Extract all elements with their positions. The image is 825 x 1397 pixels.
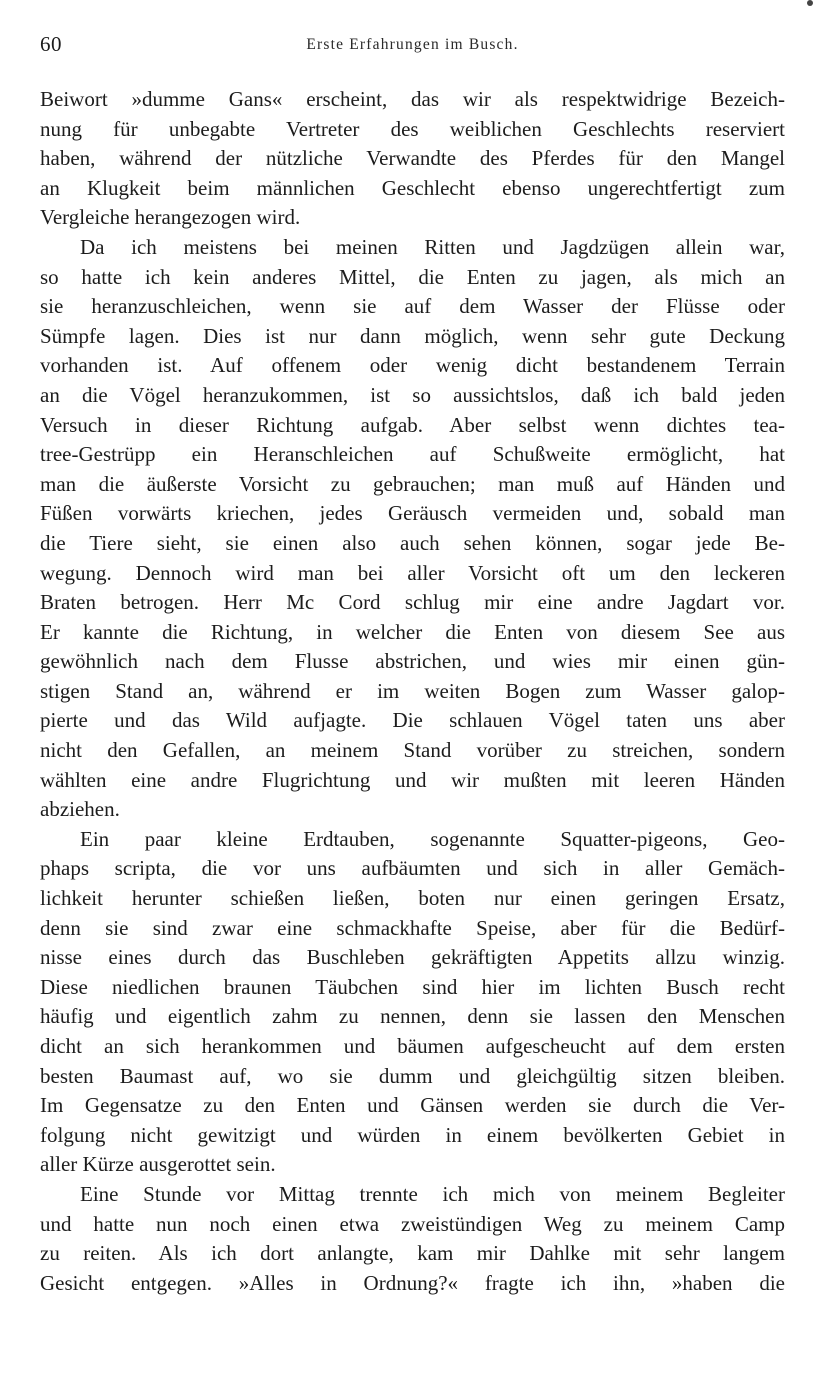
text-line: aller Kürze ausgerottet sein. xyxy=(40,1152,276,1177)
text-line: Ein paar kleine Erdtauben, sogenannte Squatter-pigeons, Geo- xyxy=(80,826,785,851)
text-line: Beiwort »dumme Gans« erscheint, das wir als respektwidrige Bezeich- xyxy=(40,87,785,111)
text-line: an die Vögel heranzukommen, ist so aussichtslos, daß ich bald jeden xyxy=(40,382,785,407)
text-line: tree-Gestrüpp ein Heranschleichen auf Schußweite ermöglicht, hat xyxy=(40,442,785,467)
text-line: Füßen vorwärts kriechen, jedes Geräusch vermeiden und, sobald man xyxy=(40,501,785,526)
text-line: Vergleiche herangezogen wird. xyxy=(40,205,301,230)
body-text xyxy=(40,85,785,1298)
text-line: man die äußerste Vorsicht zu gebrauchen; man muß auf Händen und xyxy=(40,471,785,496)
text-line: abziehen. xyxy=(40,797,120,822)
text-line: und hatte nun noch einen etwa zweistündigen Weg zu meinem Camp xyxy=(40,1211,785,1236)
text-line: pierte und das Wild aufjagte. Die schlauen Vögel taten uns aber xyxy=(40,708,785,733)
text-line: wählten eine andre Flugrichtung und wir mußten mit leeren Händen xyxy=(40,767,785,792)
text-line: stigen Stand an, während er im weiten Bogen zum Wasser galop- xyxy=(40,678,785,703)
ink-speck xyxy=(807,0,813,6)
text-line: denn sie sind zwar eine schmackhafte Speise, aber für die Bedürf- xyxy=(40,915,785,940)
page-number: 60 xyxy=(40,32,62,56)
text-line: Braten betrogen. Herr Mc Cord schlug mir eine andre Jagdart vor. xyxy=(40,590,785,615)
text-line: nisse eines durch das Buschleben gekräftigten Appetits allzu winzig. xyxy=(40,945,785,970)
text-line: nicht den Gefallen, an meinem Stand vorüber zu streichen, sondern xyxy=(40,738,785,763)
page-header xyxy=(40,32,785,62)
text-line: Sümpfe lagen. Dies ist nur dann möglich, wenn sehr gute Deckung xyxy=(40,323,785,348)
text-line: Im Gegensatze zu den Enten und Gänsen werden sie durch die Ver- xyxy=(40,1093,785,1118)
text-line: dicht an sich herankommen und bäumen aufgescheucht auf dem ersten xyxy=(40,1034,785,1058)
text-line: vorhanden ist. Auf offenem oder wenig dicht bestandenem Terrain xyxy=(40,353,785,378)
text-line: die Tiere sieht, sie einen also auch sehen können, sogar jede Be- xyxy=(40,530,785,555)
text-line: gewöhnlich nach dem Flusse abstrichen, und wies mir einen gün- xyxy=(40,649,785,674)
text-line: haben, während der nützliche Verwandte des Pferdes für den Mangel xyxy=(40,146,785,171)
text-line: sie heranzuschleichen, wenn sie auf dem Wasser der Flüsse oder xyxy=(40,294,785,319)
text-line: zu reiten. Als ich dort anlangte, kam mir Dahlke mit sehr langem xyxy=(40,1241,785,1266)
text-line: so hatte ich kein anderes Mittel, die Enten zu jagen, als mich an xyxy=(40,264,785,289)
text-line: nung für unbegabte Vertreter des weiblichen Geschlechts reserviert xyxy=(40,116,785,141)
text-line: Er kannte die Richtung, in welcher die Enten von diesem See aus xyxy=(40,619,785,644)
text-line: Diese niedlichen braunen Täubchen sind hier im lichten Busch recht xyxy=(40,974,785,999)
text-line: an Klugkeit beim männlichen Geschlecht ebenso ungerechtfertigt zum xyxy=(40,175,785,200)
text-line: Eine Stunde vor Mittag trennte ich mich von meinem Begleiter xyxy=(80,1181,785,1206)
text-line: häufig und eigentlich zahm zu nennen, denn sie lassen den Menschen xyxy=(40,1004,785,1029)
text-line: phaps scripta, die vor uns aufbäumten und sich in aller Gemäch- xyxy=(40,856,785,881)
text-line: folgung nicht gewitzigt und würden in einem bevölkerten Gebiet in xyxy=(40,1122,785,1147)
text-line: wegung. Dennoch wird man bei aller Vorsicht oft um den leckeren xyxy=(40,560,785,585)
text-line: Da ich meistens bei meinen Ritten und Jagdzügen allein war, xyxy=(80,234,785,259)
running-title: Erste Erfahrungen im Busch. xyxy=(306,36,519,53)
text-line: Gesicht entgegen. »Alles in Ordnung?« fragte ich ihn, »haben die xyxy=(40,1270,785,1295)
text-line: Versuch in dieser Richtung aufgab. Aber selbst wenn dichtes tea- xyxy=(40,412,785,437)
text-line: besten Baumast auf, wo sie dumm und gleichgültig sitzen bleiben. xyxy=(40,1063,785,1088)
text-line: lichkeit herunter schießen ließen, boten nur einen geringen Ersatz, xyxy=(40,886,785,911)
